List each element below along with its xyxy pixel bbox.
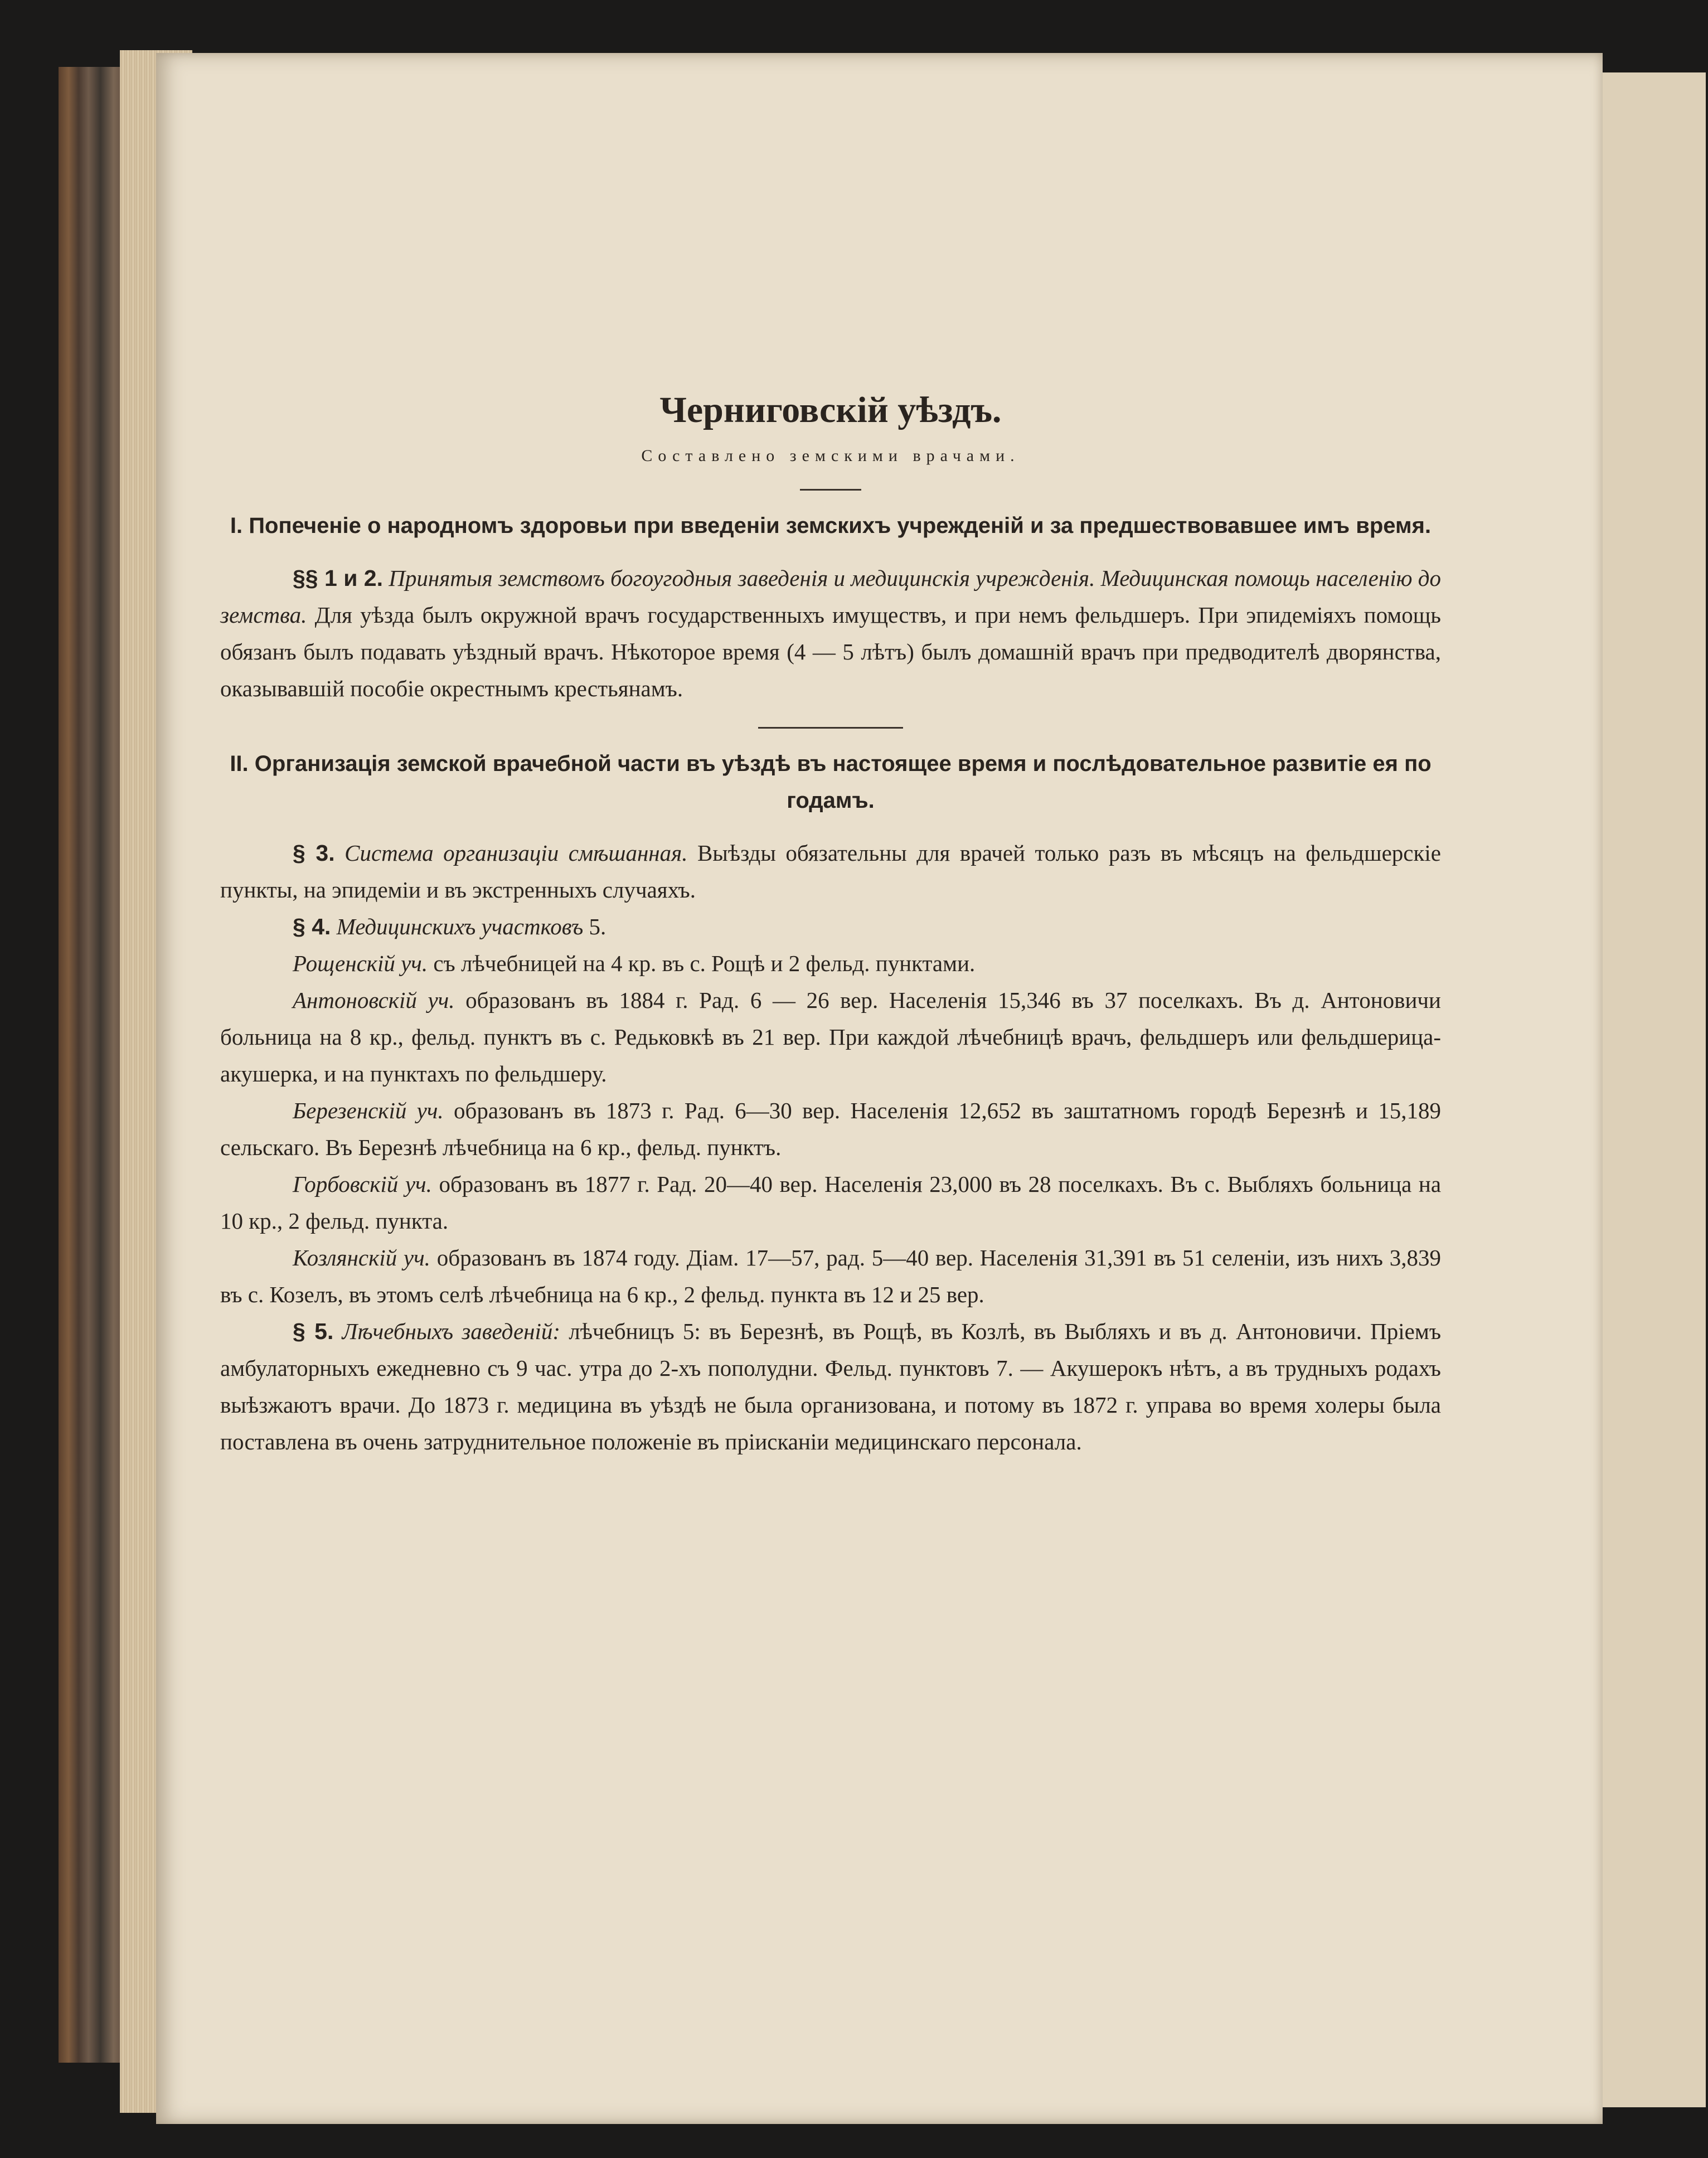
paragraph-1-2-label: §§ 1 и 2. — [293, 565, 384, 591]
district-antonovsky-text: образованъ въ 1884 г. Рад. 6 — 26 вер. Населенія 15,346 въ 37 поселкахъ. Въ д. Антоновичи больница на 8 кр., фельд. пунктъ въ с. Редьковкѣ въ 21 вер. При каждой лѣчебницѣ врачъ, фельдшеръ или фельдшерица-акушерка, и на пунктахъ по фельдшеру. — [220, 987, 1441, 1087]
title-divider — [800, 489, 861, 491]
section-1-heading: I. Попеченіе о народномъ здоровьи при введеніи земскихъ учрежденій и за предшествовавшее имъ время. — [230, 513, 1432, 538]
paragraph-5-italic: Лѣчебныхъ заведеній: — [342, 1318, 561, 1344]
section-2-heading: II. Организація земской врачебной части въ уѣздѣ въ настоящее время и послѣдовательное развитіе ея по годамъ. — [230, 751, 1432, 813]
district-kozlyansky-name: Козлянскій уч. — [293, 1244, 430, 1270]
district-berezensky — [220, 1092, 1441, 1166]
district-gorbovsky-name: Горбовскій уч. — [293, 1171, 432, 1197]
section-divider — [758, 727, 903, 729]
paragraph-3 — [220, 835, 1441, 908]
district-berezensky-text: образованъ въ 1873 г. Рад. 6—30 вер. Населенія 12,652 въ заштатномъ городѣ Березнѣ и 15,189 сельскаго. Въ Березнѣ лѣчебница на 6 кр., фельд. пунктъ. — [220, 1097, 1441, 1160]
paragraph-1-2-text: Для уѣзда былъ окружной врачъ государственныхъ имуществъ, и при немъ фельдшеръ. При эпидеміяхъ помощь обязанъ былъ подавать уѣздный врачъ. Нѣкоторое время (4 — 5 лѣтъ) былъ домашній врачъ при предводителѣ дворянства, оказывавшій пособіе окрестнымъ крестьянамъ. — [220, 602, 1442, 701]
page-subtitle: Составлено земскими врачами. — [641, 446, 1020, 465]
district-roshcha — [220, 945, 1441, 982]
paragraph-5 — [220, 1313, 1441, 1460]
district-antonovsky-name: Антоновскій уч. — [293, 987, 455, 1013]
paragraph-3-italic: Система организаціи смѣшанная. — [344, 840, 688, 866]
paragraph-5-label: § 5. — [293, 1318, 334, 1344]
paragraph-1-2-italic: Принятыя земствомъ богоугодныя заведенія и медицинскія учрежденія. Медицинская помощь населенію до земства. — [220, 565, 1442, 628]
district-roshcha-text: съ лѣчебницей на 4 кр. въ с. Рощѣ и 2 фельд. пунктами. — [433, 950, 976, 976]
district-roshcha-name: Рощенскій уч. — [293, 950, 428, 976]
paragraph-4-italic: Медицинскихъ участковъ — [336, 913, 584, 939]
paragraph-5-text: лѣчебницъ 5: въ Березнѣ, въ Рощѣ, въ Козлѣ, въ Выбляхъ и въ д. Антоновичи. Пріемъ амбулаторныхъ ежедневно съ 9 час. утра до 2-хъ пополудни. Фельд. пунктовъ 7. — Акушерокъ нѣтъ, а въ трудныхъ родахъ выѣзжаютъ врачи. До 1873 г. медицина въ уѣздѣ не была организована, и потому въ 1872 г. управа во время холеры была поставлена въ очень затруднительное положеніе въ пріисканіи медицинскаго персонала. — [220, 1318, 1442, 1454]
paragraph-4-label: § 4. — [293, 913, 331, 939]
paragraph-3-label: § 3. — [293, 840, 335, 866]
paragraph-3-text: Выѣзды обязательны для врачей только разъ въ мѣсяцъ на фельдшерскіе пункты, на эпидеміи и въ экстренныхъ случаяхъ. — [220, 840, 1442, 903]
district-antonovsky — [220, 982, 1441, 1092]
district-kozlyansky — [220, 1239, 1441, 1313]
paragraph-1-2 — [220, 560, 1441, 707]
paragraph-4-text: 5. — [589, 913, 606, 939]
district-kozlyansky-text: образованъ въ 1874 году. Діам. 17—57, рад. 5—40 вер. Населенія 31,391 въ 51 селеніи, изъ нихъ 3,839 въ с. Козелъ, въ этомъ селѣ лѣчебница на 6 кр., 2 фельд. пункта въ 12 и 25 вер. — [220, 1244, 1442, 1307]
district-berezensky-name: Березенскій уч. — [293, 1097, 444, 1123]
page-title: Черниговскій уѣздъ. — [659, 390, 1002, 430]
page-content — [220, 390, 1441, 1460]
district-gorbovsky-text: образованъ въ 1877 г. Рад. 20—40 вер. Населенія 23,000 въ 28 поселкахъ. Въ с. Выбляхъ больница на 10 кр., 2 фельд. пункта. — [220, 1171, 1442, 1234]
district-gorbovsky — [220, 1166, 1441, 1239]
paragraph-4 — [220, 908, 1441, 945]
facing-page-edge — [1594, 72, 1706, 2107]
